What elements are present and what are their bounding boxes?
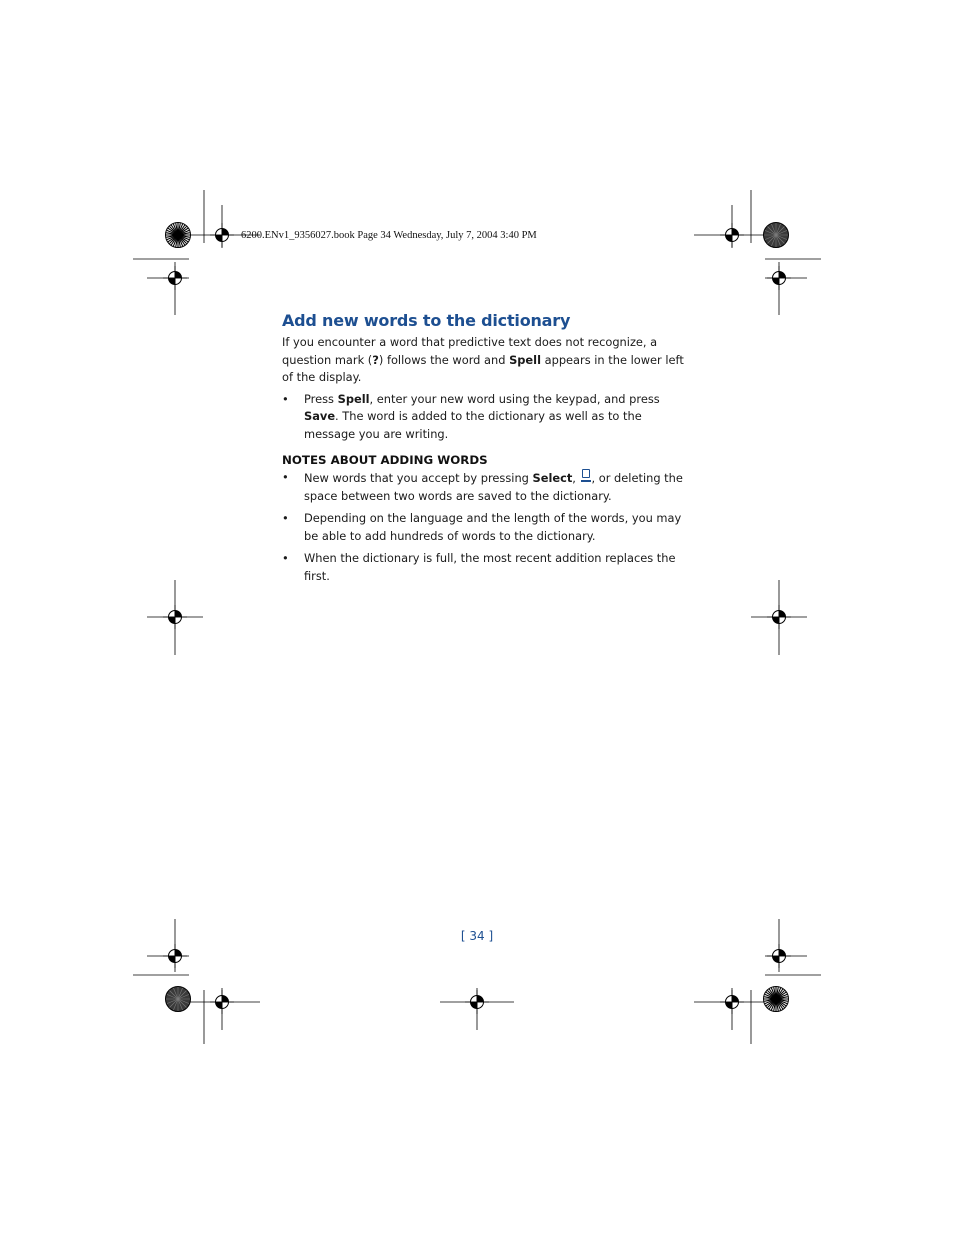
- notes-list: [282, 469, 692, 585]
- bullet: •: [282, 511, 289, 525]
- spell-softkey-label: Spell: [337, 391, 370, 406]
- bullet: •: [282, 551, 289, 565]
- page-content: [282, 311, 692, 590]
- list-item: • When the dictionary is full, the most recent addition replaces the first.: [282, 551, 676, 583]
- space-key-icon: [581, 469, 591, 483]
- bullet: •: [282, 391, 289, 406]
- list-item: • New words that you accept by pressing Select, , or deleting the space between two words are saved to the dictionary.: [282, 470, 683, 503]
- intro-paragraph: If you encounter a word that predictive text does not recognize, a question mark (?) follows the word and Spell appears in the lower left of the display.: [282, 335, 684, 384]
- notes-heading: NOTES ABOUT ADDING WORDS: [282, 453, 488, 467]
- spell-softkey-label: Spell: [509, 352, 541, 367]
- bullet: •: [282, 470, 289, 484]
- save-softkey-label: Save: [304, 409, 336, 423]
- section-title: Add new words to the dictionary: [282, 311, 571, 330]
- page-number: [ 34 ]: [460, 929, 494, 943]
- list-item: • Press Spell, enter your new word using the keypad, and press Save. The word is added to the dictionary as well as to the message you are writing.: [282, 391, 660, 441]
- question-mark-symbol: ?: [372, 352, 379, 367]
- select-softkey-label: Select: [532, 471, 573, 485]
- instructions-list: [282, 391, 692, 444]
- list-item: • Depending on the language and the length of the words, you may be able to add hundreds of words to the dictionary.: [282, 511, 682, 543]
- print-slug: 6200.ENv1_9356027.book Page 34 Wednesday, July 7, 2004 3:40 PM: [241, 230, 537, 241]
